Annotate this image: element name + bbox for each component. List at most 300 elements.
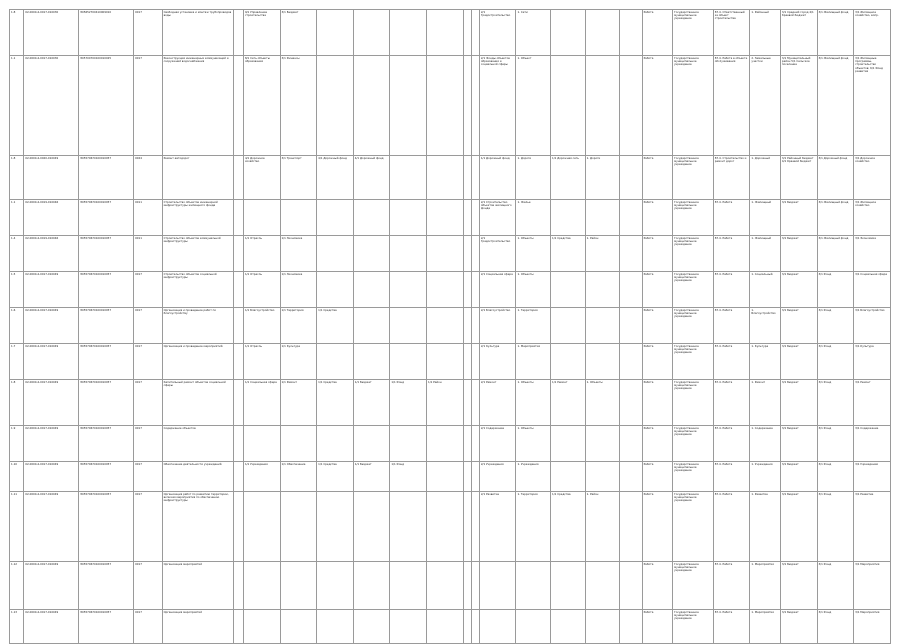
table-cell: Э05652700410009010 [79,10,134,56]
table-cell: 1/1 Средства [317,380,354,426]
table-cell [620,56,642,156]
table-cell: 1. Учреждения [750,462,781,492]
table-cell: 0017 [134,56,162,156]
table-row [10,562,891,610]
table-cell: 1. Мероприятия [750,562,781,610]
table-cell: Государственное муниципальное учреждение [673,462,714,492]
table-cell [585,344,620,380]
table-cell: Организация и проведение работ по благоустройству [162,308,233,344]
table-cell: 1/1 Ремонт [551,380,586,426]
table-cell: 0017 [134,426,162,462]
table-cell: 1. Благоустройство [750,308,781,344]
table-cell: 3/1 Фонд [817,562,854,610]
table-cell [317,610,354,644]
table-cell: 2/1 Строительство объектов жилищного фонда [479,200,516,236]
table-cell: Государственное муниципальное учреждение [673,492,714,562]
table-cell [353,562,390,610]
table-cell: 2. Земельные участки [750,56,781,156]
table-cell [426,10,463,56]
table-cell: 3/1 Социальная сфера [854,272,891,308]
table-cell: 3/1 Жилищный фонд [817,56,854,156]
table-cell: 1. Районный [750,10,781,56]
table-cell: 8/1 Сеть объекты образования [243,56,280,156]
table-cell: 3/1 Развитие [854,492,891,562]
table-cell [471,10,479,56]
table-cell: 9/1 Управление строительства [243,10,280,56]
table-cell: 1. Жилищный [750,236,781,272]
table-cell: Работа [642,462,673,492]
table-cell: 1. Развитие [750,492,781,562]
table-cell [353,610,390,644]
table-cell [280,426,317,462]
table-cell: 0017 [134,380,162,426]
table-cell: 1/1 Экономика [280,236,317,272]
table-cell: Работа [642,426,673,462]
table-cell: Государственное муниципальное учреждение [673,10,714,56]
table-cell: Э05570670100010057 [79,380,134,426]
table-cell: Работа [642,10,673,56]
table-cell: Работа [642,156,673,200]
table-cell: 1/1 Территория [280,308,317,344]
table-cell: Работа [642,492,673,562]
table-row [10,610,891,644]
table-cell: 3/1 Районный бюджет 4/1 Краевой бюджет [780,156,817,200]
table-cell [426,56,463,156]
table-cell: 2/1 Ремонт [479,380,516,426]
table-cell: 1. Район [585,492,620,562]
table-cell [426,156,463,200]
table-cell: 1. Сети [516,10,551,56]
table-body [10,10,891,644]
table-cell: 02-0000-4-0019-010046 [24,200,79,236]
table-cell: 3/1 Экономика [854,236,891,272]
table-cell [353,308,390,344]
table-cell: 3/1 Мероприятия [854,610,891,644]
table-cell: 1. Объекты [516,236,551,272]
table-cell [317,562,354,610]
table-cell: 3/1 Фонд [817,610,854,644]
table-cell: Государственное муниципальное учреждение [673,426,714,462]
table-cell [463,380,471,426]
table-cell: Э05570670100010057 [79,344,134,380]
table-cell: 1/1 Средства [317,308,354,344]
table-cell: Работа [642,236,673,272]
table-cell: Работа [642,344,673,380]
table-cell: 1. Социальный [750,272,781,308]
table-cell: 1. Объекты [516,272,551,308]
table-cell: 3/1 Жилищное хозяйство [854,200,891,236]
table-cell [620,308,642,344]
table-cell: Организация мероприятий [162,610,233,644]
table-cell: Обеспечение деятельности учреждений [162,462,233,492]
table-cell: Реконструкция инженерных коммуникаций и сооружений водоснабжения [162,56,233,156]
table-cell: 4/1 Дорожное хозяйство [243,156,280,200]
table-cell: 2/1 Благоустройство [479,308,516,344]
table-cell: 87.4. Работа [713,380,750,426]
table-cell: 1.1 [10,200,24,236]
table-cell [620,492,642,562]
table-cell [317,10,354,56]
table-cell: 87.4. Строительство и ремонт дорог [713,156,750,200]
table-cell: Государственное муниципальное учреждение [673,380,714,426]
table-cell: 1. Дороги [516,156,551,200]
table-row [10,492,891,562]
table-cell [585,562,620,610]
table-cell: 3/1 Фонд [817,426,854,462]
table-cell: Э05570670100010057 [79,426,134,462]
table-cell [585,426,620,462]
table-cell: 3/1 Бюджет [780,200,817,236]
table-cell: 3/1 Содержание [854,426,891,462]
table-cell: Работа [642,380,673,426]
table-cell [463,56,471,156]
table-cell: 1. Территория [516,492,551,562]
table-cell: 3/1 Жилищный фонд [817,200,854,236]
table-cell: 0017 [134,610,162,644]
table-cell: 3/1 Транспорт [280,156,317,200]
table-cell: 1.8 [10,156,24,200]
data-table [9,9,891,644]
table-cell [390,308,427,344]
table-cell [280,200,317,236]
table-cell: 02-0000-4-0017-010049 [24,344,79,380]
table-cell [233,344,243,380]
table-cell: 3/1 Бюджет [780,308,817,344]
table-cell: 3/1 Бюджет [780,492,817,562]
table-cell [390,200,427,236]
table-cell [280,492,317,562]
table-cell: Э05570670100010057 [79,236,134,272]
table-cell: 3/1 Благоустройство [854,308,891,344]
table-cell: 4/1 Дорожный фонд [317,156,354,200]
table-cell: 3/1 Бюджет [780,426,817,462]
table-cell [585,56,620,156]
table-cell: 0017 [134,272,162,308]
table-cell: 0017 [134,562,162,610]
table-cell [426,426,463,462]
table-cell: 1. Учреждения [516,462,551,492]
table-row [10,272,891,308]
table-cell: 0011 [134,236,162,272]
table-cell [516,562,551,610]
table-cell: 3/1 Дорожное хозяйство [854,156,891,200]
table-cell: Э05570670100010057 [79,610,134,644]
table-cell: 2/1 Фонды объектов образования и социальной сферы [479,56,516,156]
table-cell [280,562,317,610]
table-row [10,156,891,200]
table-cell [390,426,427,462]
table-cell: 02-0000-4-0017-010049 [24,562,79,610]
table-cell: 02-0000-4-0017-010030 [24,10,79,56]
table-cell: Э05700700100010025 [79,56,134,156]
table-cell [463,10,471,56]
table-cell [471,236,479,272]
table-cell [471,156,479,200]
table-cell: Государственное муниципальное учреждение [673,236,714,272]
table-cell: 02-0000-4-0017-010049 [24,492,79,562]
table-cell: Капитальный ремонт объектов социальной сферы [162,380,233,426]
table-cell: 3/1 Бюджет [780,344,817,380]
table-cell [585,610,620,644]
table-cell [620,236,642,272]
table-row [10,344,891,380]
table-cell: 1. Культура [750,344,781,380]
table-cell [463,156,471,200]
table-cell: 1/1 Бюджет [353,380,390,426]
table-cell [243,610,280,644]
table-cell: 1. Объекты [585,380,620,426]
table-cell [243,426,280,462]
table-cell: 87.4. Работа [713,200,750,236]
table-cell [390,562,427,610]
table-cell: Государственное муниципальное учреждение [673,56,714,156]
table-cell [426,236,463,272]
table-cell [516,610,551,644]
table-cell [471,426,479,462]
table-cell [471,492,479,562]
table-cell: 3/1 Финансы [280,56,317,156]
table-cell: 87.4. Работа [713,344,750,380]
table-cell: 1. Объекты [516,380,551,426]
table-row [10,236,891,272]
table-cell [390,10,427,56]
table-cell: Ремонт автодорог [162,156,233,200]
table-cell: Э05570670100010057 [79,462,134,492]
table-cell [390,344,427,380]
table-cell: Государственное муниципальное учреждение [673,562,714,610]
table-cell: 1. Содержание [750,426,781,462]
table-cell [463,236,471,272]
table-cell: 02-0000-4-0017-010049 [24,426,79,462]
table-cell: 3/1 Жилищный фонд [817,236,854,272]
table-cell: 87.4. Работа [713,562,750,610]
table-cell [585,462,620,492]
table-cell [233,200,243,236]
table-cell [463,308,471,344]
table-cell [390,492,427,562]
table-cell: 1.9 [10,426,24,462]
table-cell: 1/1 Район [426,380,463,426]
table-cell [233,492,243,562]
table-cell: 1.8 [10,380,24,426]
table-cell [317,492,354,562]
table-cell: 02-0000-4-0020-010049 [24,156,79,200]
table-cell [551,56,586,156]
table-cell [233,610,243,644]
table-cell: 1/1 Культура [280,344,317,380]
table-cell [463,562,471,610]
table-cell: 1.13 [10,610,24,644]
table-cell: 3/1 Фонд [817,308,854,344]
table-cell: 1.4 [10,236,24,272]
table-cell [233,56,243,156]
table-cell: 1/1 Благоустройство [243,308,280,344]
table-cell [471,380,479,426]
table-cell [585,10,620,56]
table-cell: 87.4. Работа в объекте обслуживания [713,56,750,156]
table-cell: 3/1 Учреждения [854,462,891,492]
table-cell [463,200,471,236]
table-cell: Э05570670100010057 [79,308,134,344]
table-cell: 3/1 Жилищные программы, строительство объектов; 6/1 Фонд развития [854,56,891,156]
table-cell: Работа [642,56,673,156]
table-cell: Государственное муниципальное учреждение [673,272,714,308]
table-cell [353,56,390,156]
table-cell [426,272,463,308]
table-cell: 1. Объект [516,56,551,156]
table-cell: 87.4. Работа [713,610,750,644]
table-cell [426,344,463,380]
table-cell: 1/1 Обеспечение [280,462,317,492]
table-cell: 1.11 [10,492,24,562]
table-cell: 3/1 Ремонт [854,380,891,426]
table-cell: Государственное муниципальное учреждение [673,200,714,236]
table-cell [243,200,280,236]
table-cell [390,272,427,308]
table-cell: 1.7 [10,344,24,380]
table-cell: 02-0000-4-0017-010049 [24,462,79,492]
table-cell: 3/1 Бюджет [780,272,817,308]
table-cell: 1/1 Отрасль [243,344,280,380]
table-cell [233,562,243,610]
table-cell: 1. Территория [516,308,551,344]
table-cell: 0017 [134,462,162,492]
table-row [10,426,891,462]
table-cell [471,200,479,236]
table-row [10,462,891,492]
table-cell: 3/1 Бюджет [780,462,817,492]
table-cell: 02-0000-4-0017-010030 [24,56,79,156]
table-cell: 1.8 [10,10,24,56]
table-cell [426,200,463,236]
table-cell: 1/1 Отрасль [243,272,280,308]
table-cell [243,492,280,562]
table-cell: Организация работ по развитию территории, включая мероприятия по обеспечению инфраструктуры [162,492,233,562]
table-cell: 02-0000-4-0017-010049 [24,610,79,644]
table-cell: 1/1 Учреждения [243,462,280,492]
table-cell [471,610,479,644]
table-cell [317,344,354,380]
table-cell: 3/1 Фонд [817,462,854,492]
table-cell [620,562,642,610]
table-cell [620,272,642,308]
table-cell [426,492,463,562]
table-cell: 1/1 Экономика [280,272,317,308]
table-row [10,56,891,156]
table-cell [620,200,642,236]
table-cell: Э05570670100010057 [79,492,134,562]
table-cell: 1.12 [10,562,24,610]
table-cell: 1/1 Фонд [390,380,427,426]
table-cell [551,272,586,308]
table-cell: Строительство объектов инженерной инфраструктуры жилищного фонда [162,200,233,236]
table-cell: 87.4. Работа [713,426,750,462]
table-cell [233,426,243,462]
table-cell [463,610,471,644]
table-cell: 2/1 Учреждения [479,462,516,492]
table-cell: Работа [642,272,673,308]
table-cell: 2/1 Развитие [479,492,516,562]
table-cell: 2/1 Культура [479,344,516,380]
table-cell [551,426,586,462]
table-cell [233,380,243,426]
table-cell [353,200,390,236]
table-cell: 1.1 [10,56,24,156]
table-cell: 3/1 Бюджет [780,236,817,272]
table-cell: 3/1 Бюджет [780,380,817,426]
table-cell: 1/1 Средства [551,236,586,272]
table-cell [471,562,479,610]
table-cell [471,308,479,344]
table-cell: 1. Объекты [516,426,551,462]
table-cell: Э05570670100010057 [79,272,134,308]
table-cell: 02-0000-4-0017-010049 [24,380,79,426]
table-cell: Содержание объектов [162,426,233,462]
table-cell: 0017 [134,308,162,344]
table-cell [471,344,479,380]
table-cell [233,462,243,492]
table-cell [463,344,471,380]
table-cell: 1.10 [10,462,24,492]
table-cell: 0017 [134,492,162,562]
table-cell: 3/1 Мероприятия [854,562,891,610]
table-cell [317,272,354,308]
table-cell: Э05570670100010057 [79,200,134,236]
table-cell: Строительство объектов социальной инфраструктуры [162,272,233,308]
table-cell: 3/1 Культура [854,344,891,380]
table-cell [233,156,243,200]
table-cell [551,610,586,644]
table-cell [353,492,390,562]
table-cell: 1. Дорожный [750,156,781,200]
document-page [9,9,891,644]
table-cell [620,344,642,380]
table-cell: Государственное муниципальное учреждение [673,308,714,344]
table-cell: 1. Мероприятия [516,344,551,380]
table-cell: Организация мероприятий [162,562,233,610]
table-cell: 0024 [134,156,162,200]
table-cell [471,462,479,492]
table-cell: 0017 [134,10,162,56]
table-cell: 87.4. Работа [713,462,750,492]
table-cell [551,200,586,236]
table-cell: 1/1 Бюджет [353,462,390,492]
table-cell [426,462,463,492]
table-cell: Государственное муниципальное учреждение [673,156,714,200]
table-cell [353,236,390,272]
table-cell: 2/1 Градостроительство [479,10,516,56]
table-cell: 3/1 Бюджет [780,562,817,610]
table-cell: 3/1 Фонд [817,492,854,562]
table-cell [585,308,620,344]
table-cell: 1/1 Средства [317,462,354,492]
table-cell [620,380,642,426]
table-cell: Э05570670100010057 [79,156,134,200]
table-cell: 3/1 Бюджет [280,10,317,56]
table-cell [317,236,354,272]
table-cell [243,562,280,610]
table-cell [551,10,586,56]
table-cell [479,562,516,610]
table-cell: 1.5 [10,272,24,308]
table-row [10,200,891,236]
table-cell [390,56,427,156]
table-cell: 1/1 Социальная сфера [243,380,280,426]
table-cell [620,610,642,644]
table-cell [353,272,390,308]
table-cell: 3/1 Фонд [817,344,854,380]
table-cell: 1.6 [10,308,24,344]
